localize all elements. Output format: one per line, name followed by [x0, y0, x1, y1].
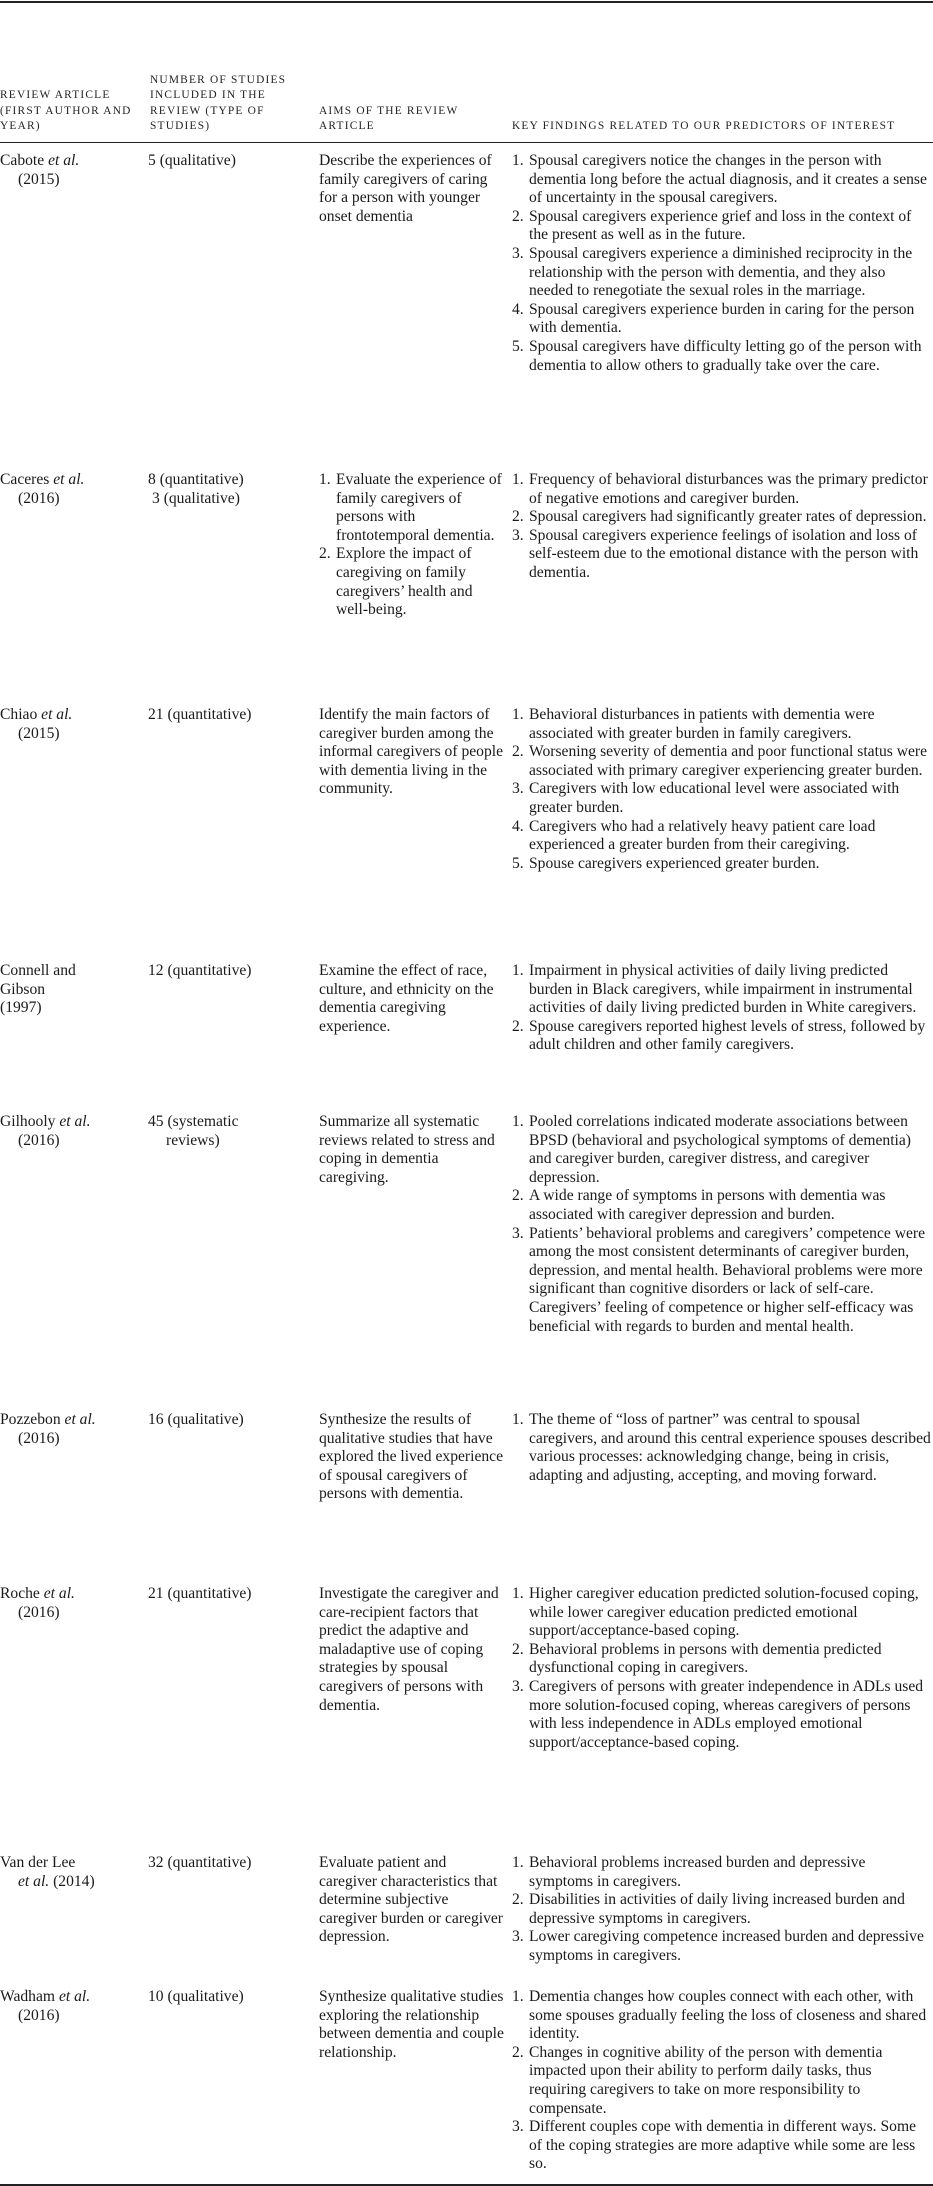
author-cell [0, 706, 138, 743]
studies-cell [148, 1988, 313, 2007]
studies-count: 16 (qualitative) [148, 1411, 244, 1428]
aims-cell: Synthesize qualitative studies exploring the relationship between dementia and couple relationship. [319, 1988, 504, 2061]
studies-count: 32 (quantitative) [148, 1854, 252, 1871]
finding-item: 1. Dementia changes how couples connect with each other, with some spouses gradually feeling the loss of closeness and shared identity. [512, 1988, 927, 2043]
finding-item: 2. Worsening severity of dementia and poor functional status were associated with primary caregiver experiencing greater burden. [512, 743, 927, 779]
finding-item: 3. Spousal caregivers experience a diminished reciprocity in the relationship with the person with dementia, and they also needed to renegotiate the sexual roles in the marriage. [512, 244, 913, 300]
studies-cell [148, 962, 313, 981]
author-name: Pozzebon [0, 1411, 61, 1428]
studies-count: 10 (qualitative) [148, 1988, 244, 2005]
author-name: Gilhooly [0, 1113, 56, 1130]
author-year: (2015) [18, 724, 60, 742]
author-year: (2016) [18, 1603, 60, 1621]
finding-item: 3. Different couples cope with dementia in different ways. Some of the coping strategies are more adaptive while some are less so. [512, 2118, 916, 2173]
author-year: (1997) [0, 999, 42, 1017]
finding-item: 3. Spousal caregivers experience feelings of isolation and loss of self-esteem due to the emotional distance with the person with dementia. [512, 526, 919, 581]
aims-cell: Investigate the caregiver and care-recipient factors that predict the adaptive and maladaptive use of coping strategies by spousal caregivers of persons with dementia. [319, 1585, 499, 1714]
studies-cell [148, 152, 313, 171]
header-rule [0, 142, 933, 143]
findings-cell [512, 706, 931, 873]
author-name: Connell and [0, 962, 76, 979]
header-number-of-studies: NUMBER OF STUDIES INCLUDED IN THE REVIEW (TYPE OF STUDIES) [150, 74, 287, 132]
header-aims: AIMS OF THE REVIEW ARTICLE [319, 104, 459, 132]
author-cell [0, 1585, 138, 1622]
et-al: et al. [55, 1988, 91, 2005]
author-year: (2015) [18, 170, 60, 188]
findings-cell [512, 1988, 931, 2174]
studies-count: 12 (quantitative) [148, 962, 252, 979]
finding-item: 3. Patients’ behavioral problems and caregivers’ competence were among the most consistent determinants of caregiver burden, depression, and mental health. Behavioral problems were more significant than cognitive disorders or lack of self-care. Caregivers’ feeling of competence or higher self-efficacy was beneficial with regards to burden and mental health. [512, 1224, 926, 1335]
author-cell [0, 1113, 138, 1150]
findings-cell [512, 1585, 931, 1752]
aims-cell: Summarize all systematic reviews related to stress and coping in dementia caregiving. [319, 1113, 495, 1186]
author-name: Caceres [0, 471, 50, 488]
studies-cell [148, 706, 313, 725]
author-year: (2016) [18, 2006, 60, 2024]
aims-cell: Describe the experiences of family caregivers of caring for a person with younger onset dementia [319, 152, 492, 225]
finding-item: 2. Disabilities in activities of daily living increased burden and depressive symptoms in caregivers. [512, 1891, 905, 1927]
studies-cell [148, 1854, 313, 1873]
findings-cell [512, 1411, 931, 1485]
studies-count: 21 (quantitative) [148, 1585, 252, 1602]
finding-item: 5. Spousal caregivers have difficulty letting go of the person with dementia to allow others to gradually take over the care. [512, 337, 922, 374]
author-year: (2014) [53, 1872, 95, 1890]
finding-item: 1. Frequency of behavioral disturbances was the primary predictor of negative emotions and caregiver burden. [512, 471, 928, 507]
author-name: Roche [0, 1585, 40, 1602]
author-year: (2016) [18, 489, 60, 507]
finding-item: 1. Behavioral problems increased burden and depressive symptoms in caregivers. [512, 1854, 866, 1890]
finding-item: 3. Lower caregiving competence increased burden and depressive symptoms in caregivers. [512, 1928, 924, 1964]
finding-item: 1. The theme of “loss of partner” was central to spousal caregivers, and around this central experience spouses described various processes: acknowledging change, being in crisis, adapting and adjusting, accepting, and moving forward. [512, 1411, 931, 1484]
finding-item: 3. Caregivers with low educational level were associated with greater burden. [512, 780, 900, 816]
author-name: Cabote [0, 152, 45, 169]
author-cell [0, 152, 138, 189]
finding-item: 2. Changes in cognitive ability of the person with dementia impacted upon their ability to perform daily tasks, thus requiring caregivers to take on more responsibility to compensate. [512, 2043, 883, 2117]
author-name: Gibson [0, 980, 46, 998]
author-cell [0, 962, 138, 1018]
aim-item: 1. Evaluate the experience of family caregivers of persons with frontotemporal dementia. [319, 471, 502, 544]
finding-item: 2. A wide range of symptoms in persons with dementia was associated with caregiver depression and burden. [512, 1187, 886, 1223]
header-review-article: REVIEW ARTICLE (FIRST AUTHOR AND YEAR) [0, 89, 132, 132]
et-al: et al. [18, 1872, 50, 1890]
finding-item: 1. Pooled correlations indicated moderate associations between BPSD (behavioral and psychological symptoms of dementia) and caregiver burden, caregiver distress, and caregiver depression. [512, 1113, 911, 1186]
author-cell [0, 1411, 138, 1448]
studies-type: reviews) [166, 1131, 220, 1149]
finding-item: 1. Higher caregiver education predicted solution-focused coping, while lower caregiver education predicted emotional support/acceptance-based coping. [512, 1585, 919, 1640]
author-name: Van der Lee [0, 1854, 76, 1871]
author-year: (2016) [18, 1429, 60, 1447]
et-al: et al. [49, 471, 85, 488]
finding-item: 1. Impairment in physical activities of daily living predicted burden in Black caregivers, while impairment in instrumental activities of daily living predicted burden in White caregivers. [512, 962, 917, 1017]
author-cell [0, 471, 138, 508]
aims-cell: Examine the effect of race, culture, and ethnicity on the dementia caregiving experience. [319, 962, 494, 1035]
aims-cell: Identify the main factors of caregiver burden among the informal caregivers of people with dementia living in the community. [319, 706, 504, 798]
studies-cell [148, 1113, 313, 1150]
studies-cell [148, 1411, 313, 1430]
finding-item: 4. Caregivers who had a relatively heavy patient care load experienced a greater burden from their caregiving. [512, 817, 876, 854]
et-al: et al. [44, 152, 80, 169]
finding-item: 4. Spousal caregivers experience burden in caring for the person with dementia. [512, 300, 915, 337]
finding-item: 2. Spousal caregivers had significantly greater rates of depression. [512, 508, 927, 526]
finding-item: 2. Spouse caregivers reported highest levels of stress, followed by adult children and other family caregivers. [512, 1017, 926, 1054]
author-name: Chiao [0, 706, 38, 723]
et-al: et al. [55, 1113, 91, 1130]
finding-item: 2. Behavioral problems in persons with dementia predicted dysfunctional coping in caregivers. [512, 1640, 882, 1677]
aim-item: 2. Explore the impact of caregiving on family caregivers’ health and well-being. [319, 545, 473, 619]
author-name: Wadham [0, 1988, 56, 2005]
findings-cell [512, 471, 931, 583]
author-cell [0, 1988, 138, 2025]
et-al: et al. [39, 1585, 75, 1602]
studies-count: 45 (systematic [148, 1113, 239, 1130]
finding-item: 3. Caregivers of persons with greater independence in ADLs used more solution-focused coping, whereas caregivers of persons with less independence in ADLs employed emotional support/acceptance-based coping. [512, 1677, 924, 1751]
studies-cell [148, 471, 313, 508]
aims-cell: Evaluate patient and caregiver characteristics that determine subjective caregiver burden or caregiver depression. [319, 1854, 503, 1946]
aims-cell [319, 471, 507, 620]
header-key-findings: KEY FINDINGS RELATED TO OUR PREDICTORS OF INTEREST [512, 119, 896, 132]
table-top-rule [0, 1, 933, 3]
table-bottom-rule [0, 2184, 933, 2186]
studies-count: 8 (quantitative) [148, 471, 244, 488]
finding-item: 2. Spousal caregivers experience grief and loss in the context of the present as well as in the future. [512, 207, 912, 244]
findings-cell [512, 1113, 931, 1336]
studies-cell [148, 1585, 313, 1604]
findings-cell [512, 152, 931, 375]
aims-cell: Synthesize the results of qualitative studies that have explored the lived experience of spousal caregivers of persons with dementia. [319, 1411, 504, 1503]
findings-cell [512, 1854, 931, 1966]
finding-item: 1. Spousal caregivers notice the changes in the person with dementia long before the actual diagnosis, and it creates a sense of uncertainty in the spousal caregivers. [512, 152, 927, 207]
studies-count: 5 (qualitative) [148, 152, 236, 169]
studies-count: 21 (quantitative) [148, 706, 252, 723]
et-al: et al. [37, 706, 73, 723]
finding-item: 5. Spouse caregivers experienced greater burden. [512, 854, 820, 872]
finding-item: 1. Behavioral disturbances in patients with dementia were associated with greater burden in family caregivers. [512, 706, 875, 742]
studies-count: 3 (qualitative) [152, 489, 240, 507]
author-cell [0, 1854, 138, 1891]
findings-cell [512, 962, 931, 1055]
et-al: et al. [60, 1411, 96, 1428]
author-year: (2016) [18, 1131, 60, 1149]
